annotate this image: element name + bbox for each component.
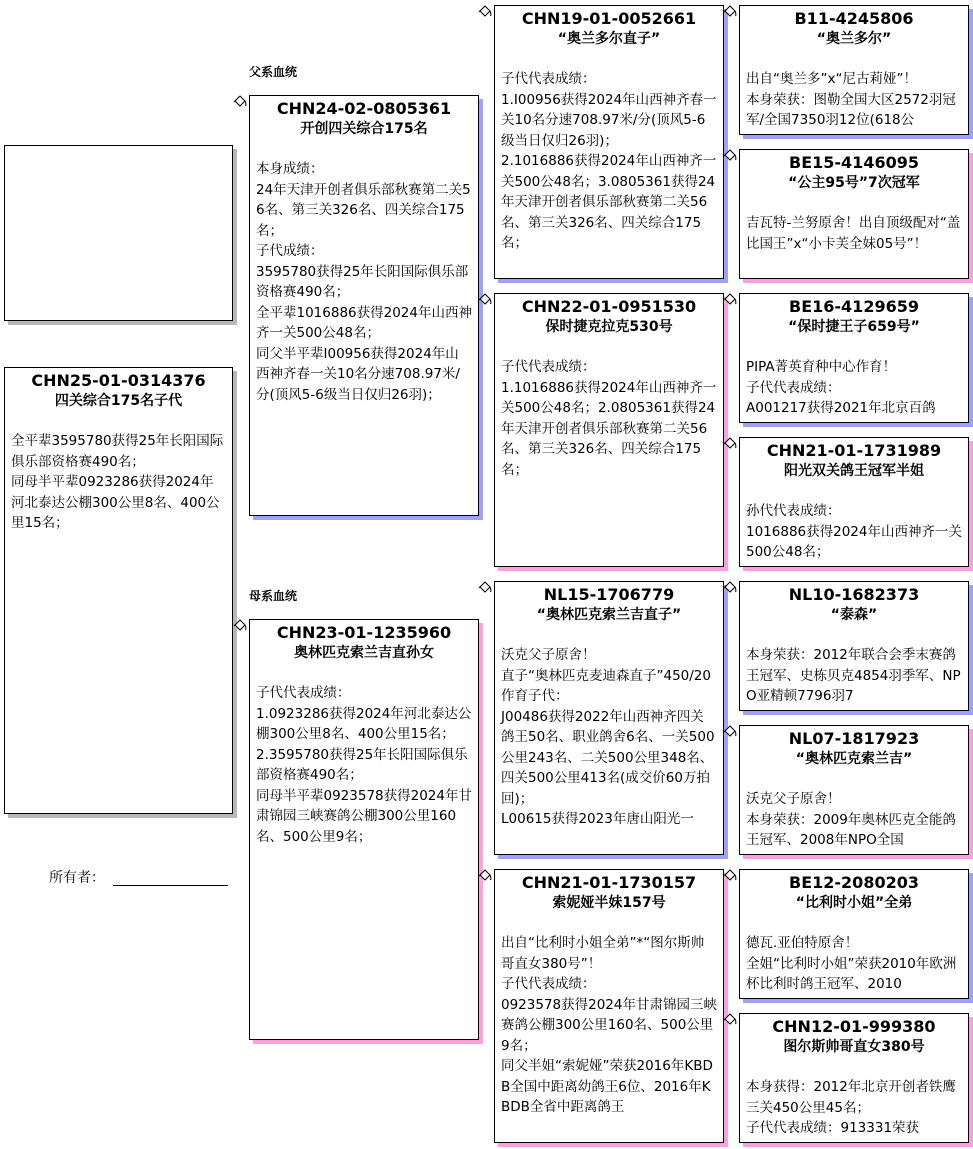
sss-name: “奥兰多尔” [816, 31, 892, 47]
maternal-line-label: 母系血统 [249, 589, 298, 603]
sds-name: “保时捷王子659号” [788, 319, 920, 335]
ss-description: 子代代表成绩： 1.I00956获得2024年山西神齐春一关10名分速708.97米/分(顶风5-6级当日仅归26羽)； 2.1016886获得2024年山西神齐一关500公48名；3.0805361获得24年天津开创者俱乐部秋赛第二关56名、第三关326名、四关综合175名； [501, 71, 717, 251]
great-grandparent-card-8 [739, 1013, 969, 1143]
paint-bucket-icon [233, 95, 247, 109]
sds-description: PIPA菁英育种中心作育！ 子代代表成绩： A001217获得2021年北京百鸽 [746, 359, 936, 416]
sd-name: 保时捷克拉克530号 [545, 319, 673, 335]
great-grandparent-card-7 [739, 869, 969, 999]
sss-ring-number: B11-4245806 [794, 9, 914, 28]
main-pigeon-card [4, 367, 233, 814]
ddd-name: 图尔斯帅哥直女380号 [783, 1039, 925, 1055]
dd-description: 出自“比利时小姐全弟”*“图尔斯帅哥直女380号”！ 子代代表成绩： 0923578获得2024年甘肃锦园三峡赛鸽公棚300公里160名、500公里9名； 同父半姐“索妮娅”荣获2016年KBDB全国中距离幼鸽王6位、2016年KBDB全省中距离鸽王 [501, 935, 717, 1115]
ds-ring-number: NL15-1706779 [543, 585, 675, 604]
sdd-name: 阳光双关鸽王冠军半姐 [784, 463, 924, 479]
ds-name: “奥林匹克索兰吉直子” [536, 607, 682, 623]
ssd-name: “公主95号”7次冠军 [788, 175, 920, 191]
dam-description: 子代代表成绩： 1.0923286获得2024年河北泰达公棚300公里8名、400公里15名； 2.3595780获得25年长阳国际俱乐部资格赛490名； 同母半平辈0923578获得2024年甘肃锦园三峡赛鸽公棚300公里160名、500公里9名； [256, 685, 472, 845]
paint-bucket-icon [723, 293, 737, 307]
paint-bucket-icon [723, 581, 737, 595]
sd-ring-number: CHN22-01-0951530 [521, 297, 697, 316]
great-grandparent-card-3 [739, 293, 969, 423]
sd-description: 子代代表成绩： 1.1016886获得2024年山西神齐一关500公48名；2.0805361获得24年天津开创者俱乐部秋赛第二关56名、第三关326名、四关综合175名； [501, 359, 717, 478]
sss-description: 出自“奥兰多”x“尼古莉娅”！ 本身荣获：图勒全国大区2572羽冠军/全国7350羽12位(618公 [746, 71, 956, 128]
maternal-granddam-card [494, 869, 724, 1143]
dss-ring-number: NL10-1682373 [788, 585, 920, 604]
paint-bucket-icon [478, 293, 492, 307]
main-ring-number: CHN25-01-0314376 [31, 371, 206, 390]
great-grandparent-card-2 [739, 149, 969, 279]
ddd-description: 本身获得：2012年北京开创者铁鹰三关450公里45名； 子代代表成绩：913331荣获 [746, 1079, 956, 1136]
dam-card [249, 619, 479, 1040]
paint-bucket-icon [723, 1013, 737, 1027]
dsd-ring-number: NL07-1817923 [788, 729, 920, 748]
ss-ring-number: CHN19-01-0052661 [521, 9, 697, 28]
great-grandparent-card-5 [739, 581, 969, 711]
sire-card [249, 95, 479, 516]
great-grandparent-card-1 [739, 5, 969, 135]
ddd-ring-number: CHN12-01-999380 [772, 1017, 936, 1036]
dds-name: “比利时小姐”全弟 [795, 895, 913, 911]
photo-placeholder [4, 145, 233, 321]
dds-description: 德瓦.亚伯特原舍！ 全姐“比利时小姐”荣获2010年欧洲杯比利时鸽王冠军、2010 [746, 935, 957, 992]
paternal-grandsire-card [494, 5, 724, 279]
dsd-name: “奥林匹克索兰吉” [795, 751, 913, 767]
owner-field[interactable] [113, 885, 228, 886]
sdd-ring-number: CHN21-01-1731989 [766, 441, 942, 460]
main-pigeon-description: 全平辈3595780获得25年长阳国际俱乐部资格赛490名； 同母半平辈0923286获得2024年河北泰达公棚300公里8名、400公里15名； [11, 433, 224, 531]
paint-bucket-icon [723, 869, 737, 883]
great-grandparent-card-6 [739, 725, 969, 855]
paint-bucket-icon [478, 5, 492, 19]
sdd-description: 孙代代表成绩： 1016886获得2024年山西神齐一关500公48名； [746, 503, 962, 560]
paint-bucket-icon [723, 149, 737, 163]
dd-ring-number: CHN21-01-1730157 [521, 873, 697, 892]
paint-bucket-icon [478, 869, 492, 883]
maternal-grandsire-card [494, 581, 724, 855]
paint-bucket-icon [233, 619, 247, 633]
paternal-line-label: 父系血统 [249, 65, 298, 79]
main-pigeon-name: 四关综合175名子代 [54, 393, 183, 409]
dd-name: 索妮娅半妹157号 [552, 895, 666, 911]
paint-bucket-icon [723, 5, 737, 19]
paternal-granddam-card [494, 293, 724, 567]
sire-ring-number: CHN24-02-0805361 [276, 99, 452, 118]
sds-ring-number: BE16-4129659 [789, 297, 919, 316]
dam-name: 奥林匹克索兰吉直孙女 [294, 645, 434, 661]
dds-ring-number: BE12-2080203 [789, 873, 919, 892]
great-grandparent-card-4 [739, 437, 969, 567]
dss-description: 本身荣获：2012年联合会季末赛鸽王冠军、史栋贝克4854羽季军、NPO亚精顿7796羽7 [746, 647, 961, 704]
dam-ring-number: CHN23-01-1235960 [276, 623, 452, 642]
ssd-ring-number: BE15-4146095 [789, 153, 919, 172]
owner-label: 所有者： [49, 870, 105, 886]
paint-bucket-icon [723, 725, 737, 739]
dsd-description: 沃克父子原舍！ 本身荣获：2009年奥林匹克全能鸽王冠军、2008年NPO全国 [746, 791, 956, 848]
sire-name: 开创四关综合175名 [300, 121, 428, 137]
dss-name: “泰森” [830, 607, 878, 623]
ss-name: “奥兰多尔直子” [557, 31, 661, 47]
ssd-description: 吉瓦特-兰努原舍！出自顶级配对“盖比国王”x“小卡芙全妹05号”！ [746, 215, 961, 252]
ds-description: 沃克父子原舍！ 直子“奥林匹克麦迪森直子”450/20作育子代： J00486获得2022年山西神齐四关鸽王50名、职业鸽舍6名、一关500公里243名、二关500公里348名、四关500公里413名(成交价60万拍回)； L00615获得2023年唐山阳光一 [501, 647, 715, 827]
sire-description: 本身成绩： 24年天津开创者俱乐部秋赛第二关56名、第三关326名、四关综合175名； 子代成绩： 3595780获得25年长阳国际俱乐部资格赛490名； 全平辈1016886获得2024年山西神齐一关500公48名； 同父半平辈I00956获得2024年山西神齐春一关10名分速708.97米/分(顶风5-6级当日仅归26羽)； [256, 161, 472, 403]
paint-bucket-icon [478, 581, 492, 595]
paint-bucket-icon [723, 437, 737, 451]
